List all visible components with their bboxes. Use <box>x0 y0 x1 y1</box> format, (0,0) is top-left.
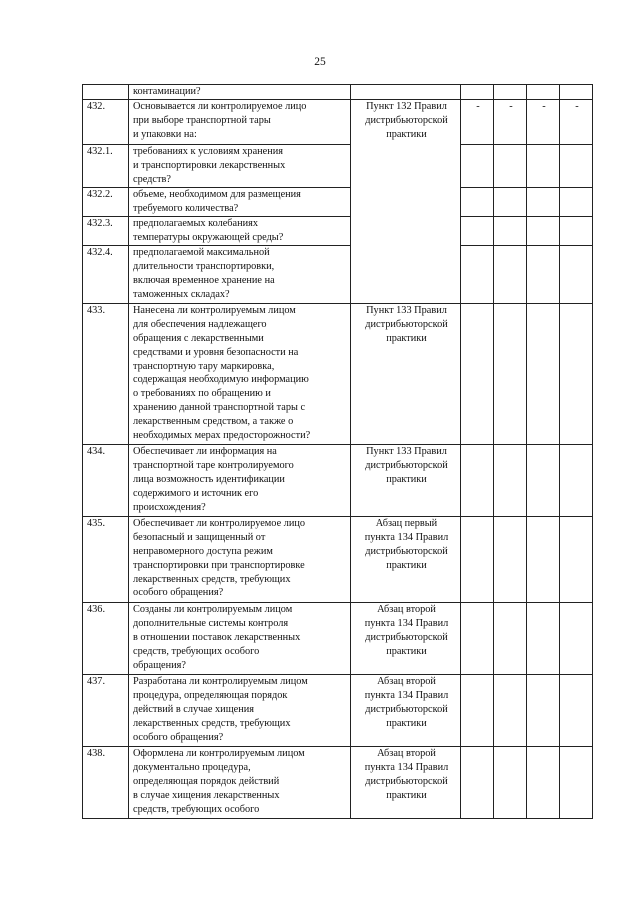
item-number: 433. <box>83 303 129 444</box>
answer-note-cell <box>560 245 593 303</box>
legal-reference: Пункт 132 Правил дистрибьюторской практики <box>351 99 461 303</box>
answer-note-cell <box>560 746 593 818</box>
item-number <box>83 85 129 100</box>
answer-note-cell <box>560 85 593 100</box>
question-text: Обеспечивает ли контролируемое лицо безопасный и защищенный от неправомерного доступа режим транспортировки при транспортировке лекарственных средств, требующих особого обращения? <box>129 516 351 602</box>
answer-na-cell <box>527 303 560 444</box>
answer-note-cell <box>560 216 593 245</box>
checklist-table <box>82 84 593 819</box>
legal-reference: Абзац второй пункта 134 Правил дистрибьюторской практики <box>351 674 461 746</box>
question-text: Созданы ли контролируемым лицом дополнительные системы контроля в отношении поставок лекарственных средств, требующих особого обращения? <box>129 602 351 674</box>
answer-yes-cell <box>461 187 494 216</box>
answer-na-cell <box>527 516 560 602</box>
answer-no-cell <box>494 144 527 187</box>
answer-no-cell <box>494 85 527 100</box>
answer-note-cell: - <box>560 99 593 144</box>
answer-note-cell <box>560 444 593 516</box>
answer-no-cell <box>494 245 527 303</box>
answer-yes-cell <box>461 444 494 516</box>
question-text: требованиях к условиям хранения и транспортировки лекарственных средств? <box>129 144 351 187</box>
legal-reference: Пункт 133 Правил дистрибьюторской практики <box>351 303 461 444</box>
question-text: Обеспечивает ли информация на транспортной таре контролируемого лица возможность идентификации содержимого и источник его происхождения? <box>129 444 351 516</box>
answer-no-cell <box>494 602 527 674</box>
answer-na-cell <box>527 746 560 818</box>
answer-no-cell <box>494 187 527 216</box>
legal-reference: Абзац второй пункта 134 Правил дистрибьюторской практики <box>351 746 461 818</box>
item-number: 432. <box>83 99 129 144</box>
answer-na-cell <box>527 444 560 516</box>
answer-note-cell <box>560 303 593 444</box>
answer-note-cell <box>560 187 593 216</box>
answer-yes-cell <box>461 746 494 818</box>
answer-yes-cell <box>461 85 494 100</box>
item-number: 434. <box>83 444 129 516</box>
table-row <box>83 303 593 444</box>
answer-yes-cell <box>461 216 494 245</box>
item-number: 435. <box>83 516 129 602</box>
answer-yes-cell: - <box>461 99 494 144</box>
answer-no-cell <box>494 216 527 245</box>
item-number: 432.4. <box>83 245 129 303</box>
table-row <box>83 144 593 187</box>
answer-yes-cell <box>461 144 494 187</box>
answer-na-cell <box>527 674 560 746</box>
answer-no-cell <box>494 674 527 746</box>
answer-note-cell <box>560 674 593 746</box>
table-row <box>83 444 593 516</box>
answer-na-cell <box>527 602 560 674</box>
table-row <box>83 746 593 818</box>
answer-note-cell <box>560 602 593 674</box>
item-number: 437. <box>83 674 129 746</box>
table-row <box>83 187 593 216</box>
table-row <box>83 85 593 100</box>
table-row <box>83 99 593 144</box>
answer-yes-cell <box>461 674 494 746</box>
item-number: 436. <box>83 602 129 674</box>
question-text: Основывается ли контролируемое лицо при выборе транспортной тары и упаковки на: <box>129 99 351 144</box>
answer-no-cell <box>494 444 527 516</box>
answer-na-cell <box>527 187 560 216</box>
answer-yes-cell <box>461 303 494 444</box>
question-text: Нанесена ли контролируемым лицом для обеспечения надлежащего обращения с лекарственными средствами и уровня безопасности на транспортную тару маркировка, содержащая необходимую информацию о требованиях по обращению и хранению данной транспортной тары с лекарственным средством, а также о необходимых мерах предосторожности? <box>129 303 351 444</box>
table-row <box>83 216 593 245</box>
item-number: 432.2. <box>83 187 129 216</box>
legal-reference: Абзац первый пункта 134 Правил дистрибьюторской практики <box>351 516 461 602</box>
answer-no-cell <box>494 516 527 602</box>
table-row <box>83 602 593 674</box>
answer-note-cell <box>560 144 593 187</box>
answer-yes-cell <box>461 602 494 674</box>
answer-yes-cell <box>461 516 494 602</box>
item-number: 438. <box>83 746 129 818</box>
question-text: Оформлена ли контролируемым лицом документально процедура, определяющая порядок действий в случае хищения лекарственных средств, требующих особого <box>129 746 351 818</box>
question-text: Разработана ли контролируемым лицом процедура, определяющая порядок действий в случае хищения лекарственных средств, требующих особого обращения? <box>129 674 351 746</box>
answer-yes-cell <box>461 245 494 303</box>
answer-na-cell <box>527 216 560 245</box>
legal-reference: Абзац второй пункта 134 Правил дистрибьюторской практики <box>351 602 461 674</box>
answer-no-cell <box>494 746 527 818</box>
answer-no-cell: - <box>494 99 527 144</box>
answer-na-cell: - <box>527 99 560 144</box>
table-row <box>83 245 593 303</box>
item-number: 432.3. <box>83 216 129 245</box>
answer-na-cell <box>527 144 560 187</box>
question-text: контаминации? <box>129 85 351 100</box>
page-number: 25 <box>314 56 326 68</box>
table-row <box>83 674 593 746</box>
question-text: предполагаемых колебаниях температуры окружающей среды? <box>129 216 351 245</box>
answer-note-cell <box>560 516 593 602</box>
answer-na-cell <box>527 85 560 100</box>
legal-reference <box>351 85 461 100</box>
legal-reference: Пункт 133 Правил дистрибьюторской практики <box>351 444 461 516</box>
question-text: предполагаемой максимальной длительности транспортировки, включая временное хранение на таможенных складах? <box>129 245 351 303</box>
table-row <box>83 516 593 602</box>
answer-no-cell <box>494 303 527 444</box>
answer-na-cell <box>527 245 560 303</box>
question-text: объеме, необходимом для размещения требуемого количества? <box>129 187 351 216</box>
item-number: 432.1. <box>83 144 129 187</box>
